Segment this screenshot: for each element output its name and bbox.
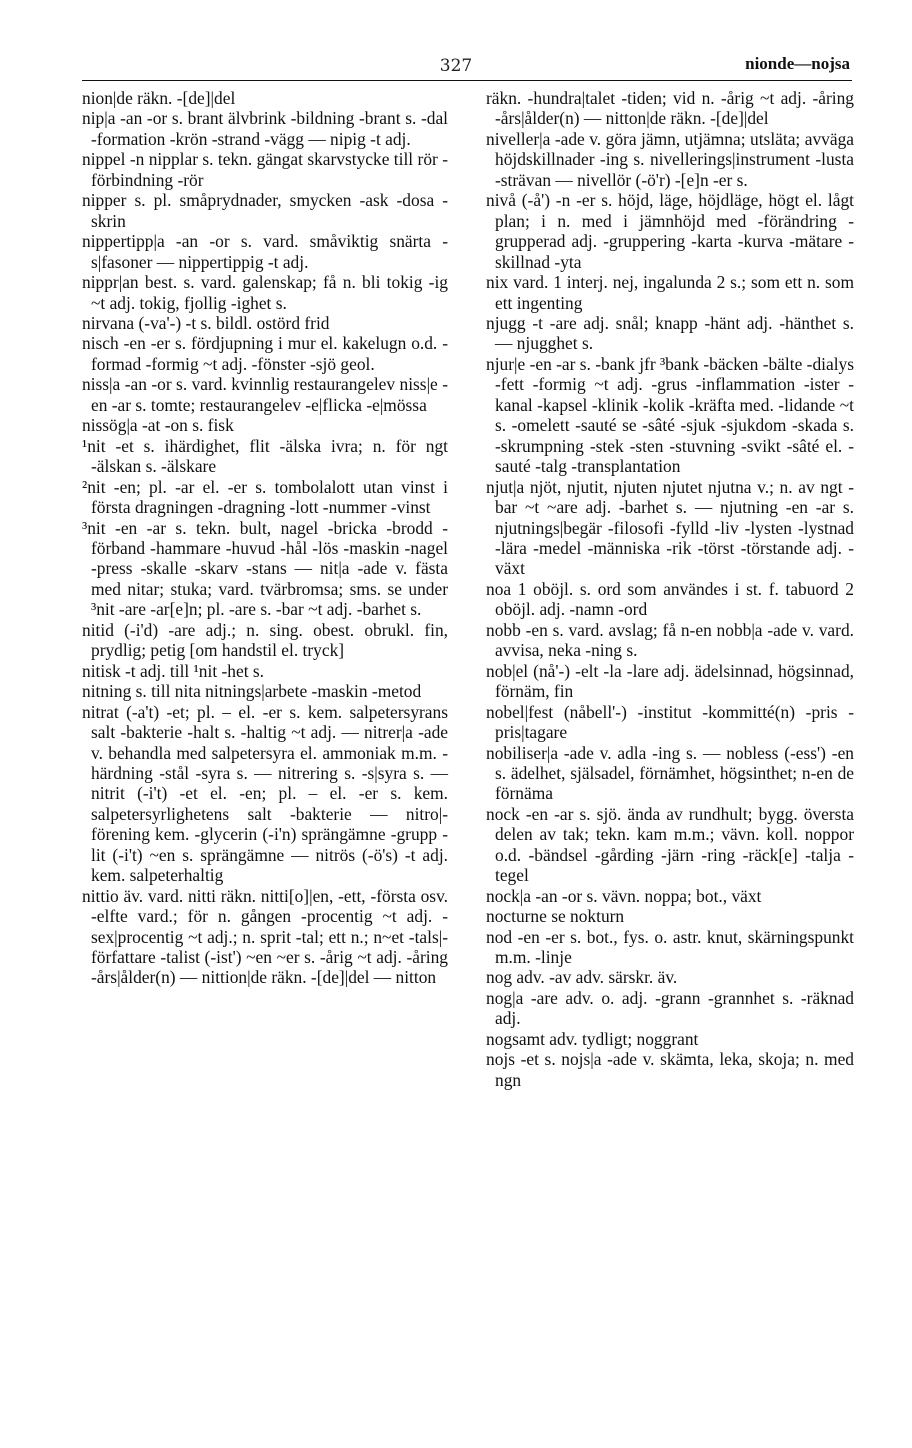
entry-nipa: nip|a -an -or s. brant älvbrink -bildning -brant s. -dal -formation -krön -strand -vägg — nipig -t adj. <box>82 108 448 149</box>
entry-noa: noa 1 oböjl. s. ord som användes i st. f. tabuord 2 oböjl. adj. -namn -ord <box>486 578 854 620</box>
entry-nitisk: nitisk -t adj. till ¹nit -het s. <box>82 660 265 681</box>
entry-nipper: nipper s. pl. småprydnader, smycken -ask -dosa -skrin <box>82 190 448 231</box>
entry-njure: njur|e -en -ar s. -bank jfr ³bank -bäcken -bälte -dialys -fett -formig ~t adj. -grus -inflammation -ister -kanal -kapsel -klinik -kolik -kräfta med. -lidande ~t s. -omelett -sauté se -sâté -sjuk -sjukdom -skada s. -skrumpning -stek -sten -stuvning -svikt -sâté el. -sauté -talg -transplantation <box>486 353 854 477</box>
entry-nissa: niss|a -an -or s. vard. kvinnlig restaurangelev niss|e -en -ar s. tomte; restaurangelev -e|flicka -e|mössa <box>82 374 448 415</box>
entry-nirvana: nirvana (-va'-) -t s. bildl. ostörd frid <box>82 312 330 333</box>
entry-njuta: njut|a njöt, njutit, njuten njutet njutna v.; n. av ngt -bar ~t ~are adj. -barhet s. — njutning -en -ar s. njutnings|begär -filosofi -fylld -liv -lysten -lystnad -lära -medel -människa -rik -törst -törstande adj. -växt <box>486 476 854 579</box>
entry-nit-1: ¹nit -et s. ihärdighet, flit -älska ivra; n. för ngt -älskan s. -älskare <box>82 435 448 477</box>
entry-nobel: nob|el (nå'-) -elt -la -lare adj. ädelsinnad, högsinnad, förnäm, fin <box>486 660 854 702</box>
entry-nippran: nippr|an best. s. vard. galenskap; få n. bli tokig -ig ~t adj. tokig, fjollig -ighet s. <box>82 272 448 313</box>
right-column <box>486 88 854 1090</box>
entry-nivellera: niveller|a -ade v. göra jämn, utjämna; utsläta; avväga höjdskillnader -ing s. nivellerings|instrument -lusta -strävan — nivellör (-ö'r) -[e]n -er s. <box>486 128 854 190</box>
header-rule <box>82 80 852 81</box>
entry-nitning: nitning s. till nita nitnings|arbete -maskin -metod <box>82 681 422 702</box>
entry-nit-3: ³nit -en -ar s. tekn. bult, nagel -bricka -brodd -förband -hammare -huvud -hål -lös -maskin -nagel -press -skalle -skarv -stans — nit|a -ade v. fästa med nitar; stuka; vard. tvärbromsa; sms. se under ³nit -are -ar[e]n; pl. -are s. -bar ~t adj. -barhet s. <box>82 517 448 620</box>
entry-nit-2: ²nit -en; pl. -ar el. -er s. tombolalott utan vinst i första dragningen -dragning -lott -nummer -vinst <box>82 476 448 518</box>
entry-nojs: nojs -et s. nojs|a -ade v. skämta, leka, skoja; n. med ngn <box>486 1049 854 1090</box>
entry-nix: nix vard. 1 interj. nej, ingalunda 2 s.; som ett n. som ett ingenting <box>486 272 854 313</box>
entry-nisch: nisch -en -er s. fördjupning i mur el. kakelugn o.d. -formad -formig ~t adj. -fönster -sjö geol. <box>82 333 448 374</box>
left-column <box>82 88 448 988</box>
entry-nippel: nippel -n nipplar s. tekn. gängat skarvstycke till rör -förbindning -rör <box>82 149 448 190</box>
entry-nocturne: nocturne se nokturn <box>486 906 625 927</box>
entry-nittio: nittio äv. vard. nitti räkn. nitti[o]|en, -ett, -första osv. -elfte vard.; för n. gången -procentig ~t adj. -sex|procentig ~t adj.; n. sprit -tal; ett n.; n~et -tals|-författare -talist (-ist') ~en ~er s. -årig ~t adj. -åring -års|ålder(n) — nittion|de räkn. -[de]|del — nitton <box>82 885 448 988</box>
entry-nitton-cont: räkn. -hundra|talet -tiden; vid n. -årig ~t adj. -åring -års|ålder(n) — nitton|de räkn. -[de]|del <box>486 88 854 129</box>
running-head: nionde—nojsa <box>745 54 850 73</box>
entry-nionde: nion|de räkn. -[de]|del <box>82 88 236 108</box>
entry-nog: nog adv. -av adv. särskr. äv. <box>486 967 678 988</box>
entry-nippertippa: nippertipp|a -an -or s. vard. småviktig snärta -s|fasoner — nippertippig -t adj. <box>82 231 448 272</box>
entry-nobilisera: nobiliser|a -ade v. adla -ing s. — nobless (-ess') -en s. ädelhet, själsadel, förnämhet, högsinthet; n-en de förnäma <box>486 742 854 804</box>
entry-nocka: nock|a -an -or s. vävn. noppa; bot., växt <box>486 885 762 906</box>
entry-nobb: nobb -en s. vard. avslag; få n-en nobb|a -ade v. vard. avvisa, neka -ning s. <box>486 619 854 661</box>
entry-nod: nod -en -er s. bot., fys. o. astr. knut, skärningspunkt m.m. -linje <box>486 926 854 968</box>
entry-nogsamt: nogsamt adv. tydligt; noggrant <box>486 1028 699 1049</box>
entry-nock: nock -en -ar s. sjö. ända av rundhult; bygg. översta delen av tak; tekn. kam m.m.; vävn. koll. noppor o.d. -bändsel -gårding -järn -ring -räck[e] -talja -tegel <box>486 803 854 886</box>
entry-noga: nog|a -are adv. o. adj. -grann -grannhet s. -räknad adj. <box>486 987 854 1029</box>
entry-njugg: njugg -t -are adj. snål; knapp -hänt adj. -hänthet s. — njugghet s. <box>486 312 854 354</box>
entry-nitid: nitid (-i'd) -are adj.; n. sing. obest. obrukl. fin, prydlig; petig [om handstil el. tryck] <box>82 619 448 661</box>
page-number: 327 <box>439 56 473 76</box>
entry-nobelfest: nobel|fest (nåbell'-) -institut -kommitté(n) -pris -pris|tagare <box>486 701 854 743</box>
entry-nitrat: nitrat (-a't) -et; pl. – el. -er s. kem. salpetersyrans salt -bakterie -halt s. -haltig ~t adj. — nitrer|a -ade v. behandla med salpetersyra el. ammoniak m.m. -härdning -stål -syra s. — nitrering s. -s|syra s. — nitrit (-i't) -et el. -en; pl. – el. -er s. kem. salpetersyrlighetens salt -bakterie — nitro|-förening kem. -glycerin (-i'n) sprängämne -grupp -lit (-i't) ~en s. sprängämne — nitrös (-ö's) -t adj. kem. salpeterhaltig <box>82 701 448 886</box>
entry-niva: nivå (-å') -n -er s. höjd, läge, höjdläge, högt el. lågt plan; i n. med i jämnhöjd med -förändring -grupperad adj. -gruppering -karta -kurva -mätare -skillnad -yta <box>486 190 854 272</box>
entry-nissoga: nissög|a -at -on s. fisk <box>82 415 234 436</box>
